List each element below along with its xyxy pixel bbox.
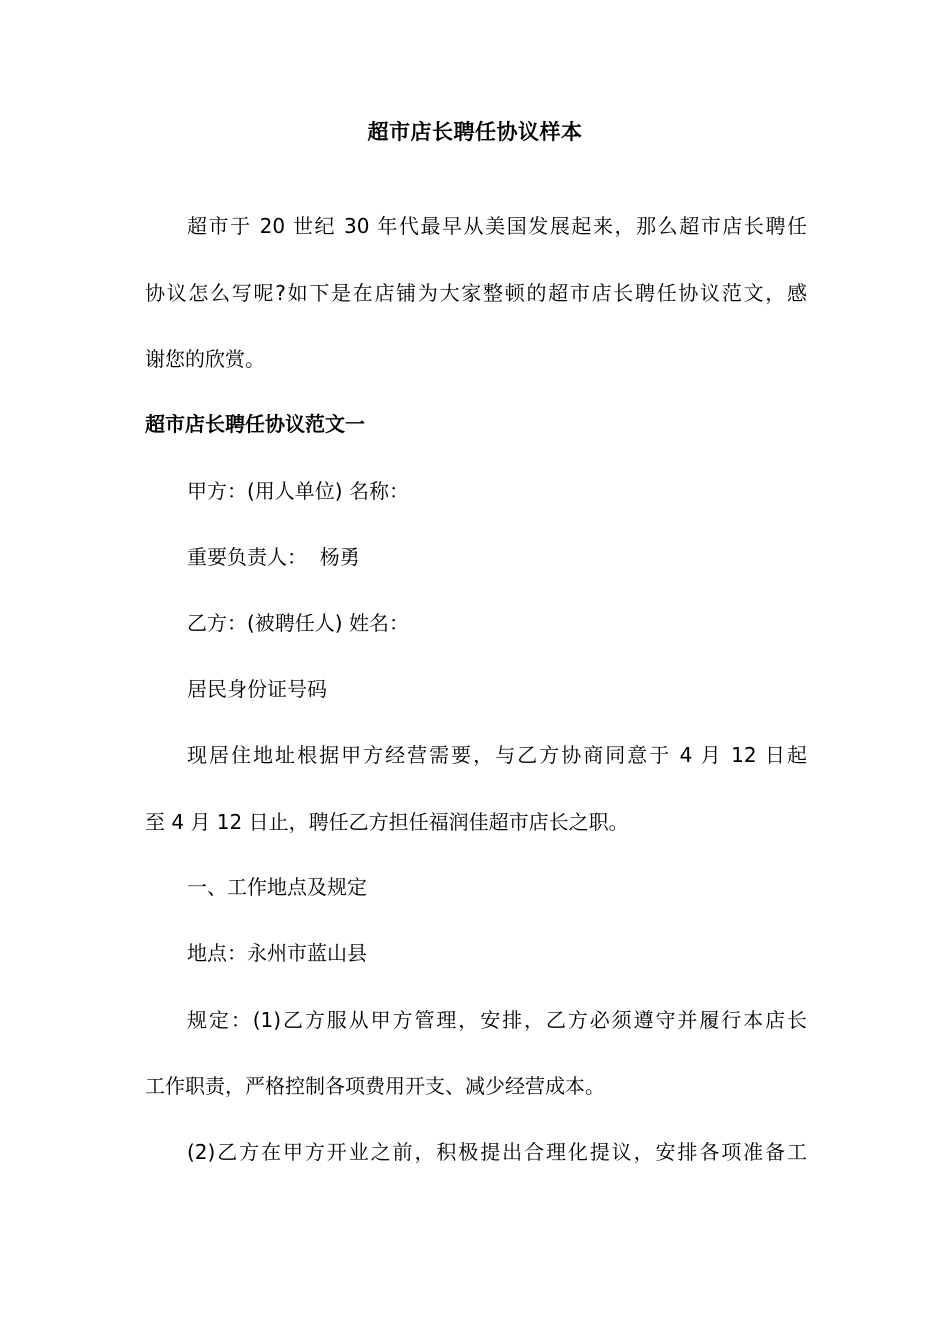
address-line-2: 至 4 月 12 日止，聘任乙方担任福润佳超市店长之职。 bbox=[145, 810, 629, 834]
rule-one-line-1: 规定：(1)乙方服从甲方管理，安排，乙方必须遵守并履行本店长 bbox=[187, 1008, 807, 1032]
document-title: 超市店长聘任协议样本 bbox=[367, 120, 583, 144]
party-a-line: 甲方：(用人单位) 名称： bbox=[187, 479, 409, 503]
section-heading: 超市店长聘任协议范文一 bbox=[145, 412, 365, 436]
address-line-1: 现居住地址根据甲方经营需要，与乙方协商同意于 4 月 12 日起 bbox=[187, 743, 807, 767]
rule-one-line-2: 工作职责，严格控制各项费用开支、减少经营成本。 bbox=[145, 1074, 605, 1098]
intro-line-2: 协议怎么写呢?如下是在店铺为大家整顿的超市店长聘任协议范文，感 bbox=[145, 281, 807, 305]
principal-line: 重要负责人： 杨勇 bbox=[187, 545, 360, 569]
location-line: 地点：永州市蓝山县 bbox=[187, 941, 367, 965]
party-b-line: 乙方：(被聘任人) 姓名： bbox=[187, 611, 409, 635]
rule-two-line-1: (2)乙方在甲方开业之前，积极提出合理化提议，安排各项准备工 bbox=[187, 1140, 807, 1164]
clause-one-heading: 一、工作地点及规定 bbox=[187, 875, 367, 899]
intro-line-1: 超市于 20 世纪 30 年代最早从美国发展起来，那么超市店长聘任 bbox=[187, 214, 807, 238]
id-number-line: 居民身份证号码 bbox=[187, 677, 327, 701]
intro-line-3: 谢您的欣赏。 bbox=[145, 347, 265, 371]
